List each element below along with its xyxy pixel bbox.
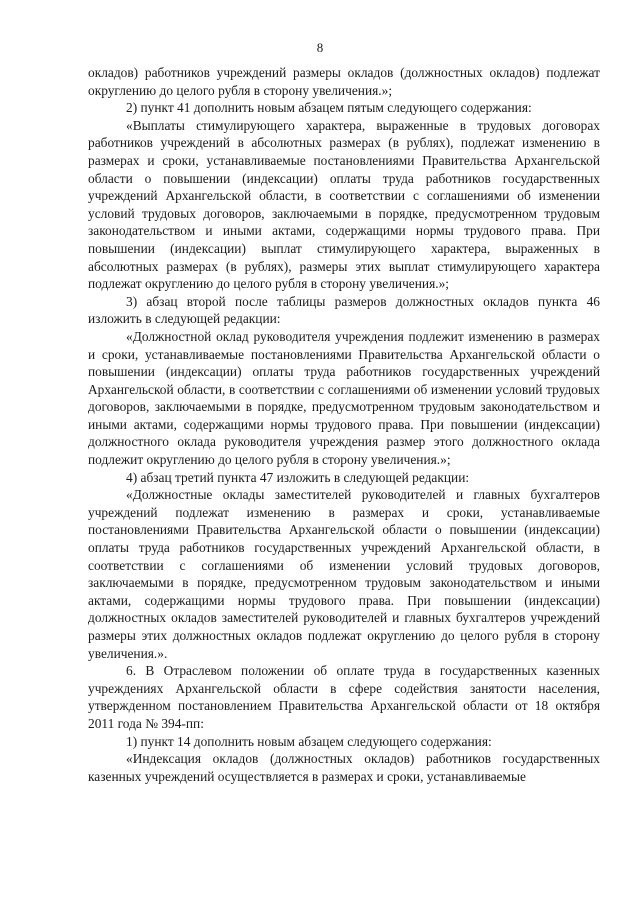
paragraph-quote-deputies-salary: «Должностные оклады заместителей руководителей и главных бухгалтеров учреждений подлежат изменению в размерах и сроки, устанавливаемые постановлениями Правительства Архангельской области о повышении (индексации) оплаты труда работников государственных учреждений Архангельской области, в соответствии с соглашениями об изменении условий трудовых договоров, заключаемыми в порядке, предусмотренном трудовым законодательством и иными актами, содержащими нормы трудового права. При повышении (индексации) должностных окладов заместителей руководителей и главных бухгалтеров учреждений размеры этих должностных окладов подлежат округлению до целого рубля в сторону увеличения.». — [88, 487, 600, 661]
paragraph-item-4: 4) абзац третий пункта 47 изложить в следующей редакции: — [126, 469, 470, 485]
paragraph-item-2: 2) пункт 41 дополнить новым абзацем пятым следующего содержания: — [126, 100, 532, 116]
paragraph-section-6: 6. В Отраслевом положении об оплате труда в государственных казенных учреждениях Архангельской области в сфере содействия занятости населения, утвержденном постановлением Правительства Архангельской области от 18 октября 2011 года № 394-пп: — [88, 663, 600, 731]
paragraph-continuation: окладов) работников учреждений размеры окладов (должностных окладов) подлежат округлению до целого рубля в сторону увеличения.»; — [88, 65, 600, 98]
paragraph-quote-head-salary: «Должностной оклад руководителя учреждения подлежит изменению в размерах и сроки, устанавливаемые постановлениями Правительства Архангельской области о повышении (индексации) оплаты труда работников государственных учреждений Архангельской области, в соответствии с соглашениями об изменении условий трудовых договоров, заключаемыми в порядке, предусмотренном трудовым законодательством и иными актами, содержащими нормы трудового права. При повышении (индексации) должностного оклада руководителя учреждения размер этого должностного оклада подлежит округлению до целого рубля в сторону увеличения.»; — [88, 328, 600, 468]
paragraph-quote-incentive-payments: «Выплаты стимулирующего характера, выраженные в трудовых договорах работников учреждений в абсолютных размерах (в рублях), подлежат изменению в размерах и сроки, устанавливаемые постановлениями Правительства Архангельской области о повышении (индексации) оплаты труда работников государственных учреждений Архангельской области, в соответствии с соглашениями об изменении условий трудовых договоров, заключаемыми в порядке, предусмотренном трудовым законодательством и иными актами, содержащими нормы трудового права. При повышении (индексации) выплат стимулирующего характера, выраженных в абсолютных размерах (в рублях), размеры этих выплат стимулирующего характера подлежат округлению до целого рубля в сторону увеличения.»; — [88, 117, 600, 292]
paragraph-item-1: 1) пункт 14 дополнить новым абзацем следующего содержания: — [126, 733, 492, 749]
document-body — [88, 64, 600, 785]
paragraph-quote-indexation: «Индексация окладов (должностных окладов) работников государственных казенных учреждений осуществляется в размерах и сроки, устанавливаемые — [88, 751, 600, 784]
paragraph-item-3: 3) абзац второй после таблицы размеров должностных окладов пункта 46 изложить в следующей редакции: — [88, 293, 600, 327]
page-number: 8 — [316, 40, 324, 55]
